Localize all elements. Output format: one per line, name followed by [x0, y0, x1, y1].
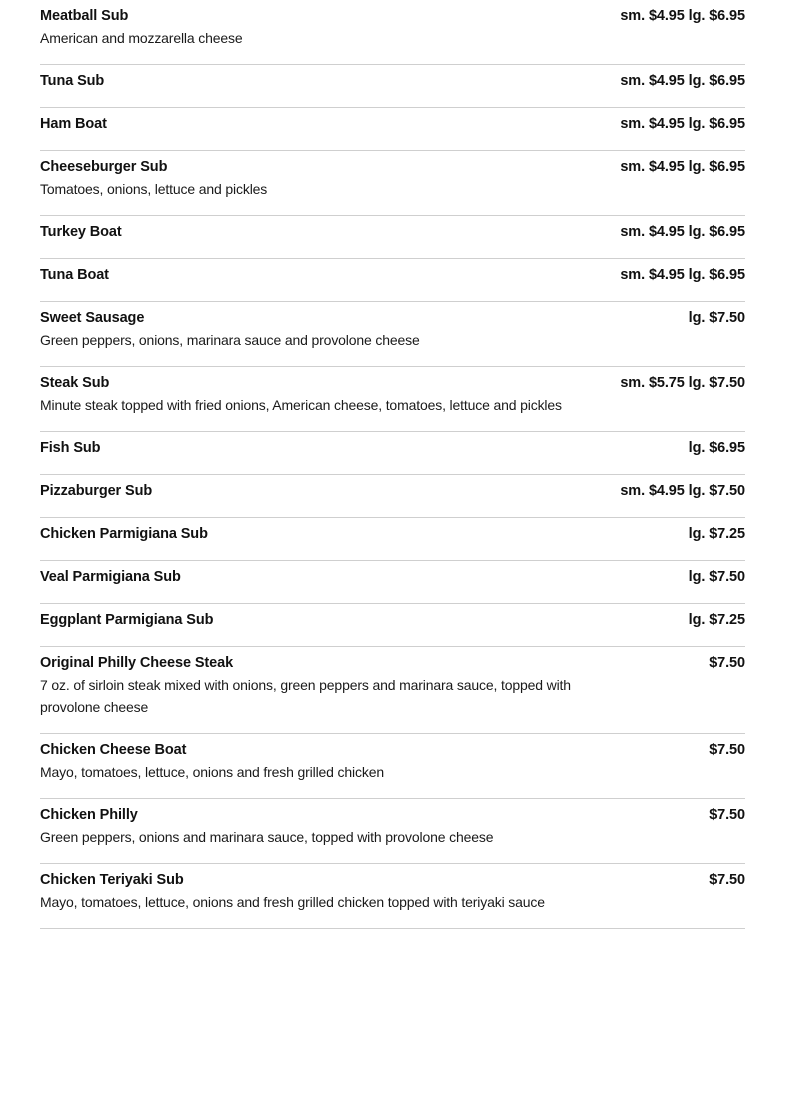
menu-item [40, 367, 745, 432]
menu-item [40, 799, 745, 864]
menu-item-name: Sweet Sausage [40, 310, 145, 326]
menu-item-price: lg. $7.25 [688, 526, 745, 542]
menu-item-price: sm. $5.75 lg. $7.50 [620, 375, 745, 391]
menu-item-header [40, 156, 745, 178]
menu-item-header [40, 221, 745, 243]
menu-item-header [40, 113, 745, 135]
menu-item-description: Minute steak topped with fried onions, American cheese, tomatoes, lettuce and pickles [40, 397, 562, 413]
menu-item [40, 604, 745, 647]
menu-item [40, 65, 745, 108]
menu-item-name: Ham Boat [40, 116, 107, 132]
menu-item-header [40, 804, 745, 826]
menu-item-name: Meatball Sub [40, 8, 129, 24]
menu-item-name: Fish Sub [40, 440, 101, 456]
menu-list [40, 0, 745, 929]
menu-item-description: American and mozzarella cheese [40, 30, 243, 46]
menu-item-name: Tuna Boat [40, 267, 109, 283]
menu-item-name: Chicken Cheese Boat [40, 742, 187, 758]
menu-item-header [40, 372, 745, 394]
menu-item-price: sm. $4.95 lg. $6.95 [620, 159, 745, 175]
menu-item [40, 864, 745, 929]
menu-item-description: 7 oz. of sirloin steak mixed with onions, green peppers and marinara sauce, topped with provolone cheese [40, 677, 571, 715]
menu-item-description: Mayo, tomatoes, lettuce, onions and fresh grilled chicken topped with teriyaki sauce [40, 894, 545, 910]
menu-item-name: Turkey Boat [40, 224, 122, 240]
menu-item-price: lg. $7.25 [688, 612, 745, 628]
menu-item-description: Tomatoes, onions, lettuce and pickles [40, 181, 268, 197]
menu-item-price: sm. $4.95 lg. $6.95 [620, 73, 745, 89]
menu-item [40, 734, 745, 799]
menu-item-price: $7.50 [709, 872, 745, 888]
menu-item-name: Eggplant Parmigiana Sub [40, 612, 214, 628]
menu-item-header [40, 523, 745, 545]
menu-item-name: Veal Parmigiana Sub [40, 569, 181, 585]
menu-item [40, 216, 745, 259]
menu-item [40, 432, 745, 475]
menu-item-price: sm. $4.95 lg. $6.95 [620, 224, 745, 240]
menu-item-name: Chicken Philly [40, 807, 138, 823]
menu-item [40, 0, 745, 65]
menu-item-price: $7.50 [709, 655, 745, 671]
menu-item-header [40, 566, 745, 588]
menu-item [40, 561, 745, 604]
menu-item-description: Mayo, tomatoes, lettuce, onions and fresh grilled chicken [40, 764, 384, 780]
menu-item [40, 518, 745, 561]
menu-item-price: sm. $4.95 lg. $6.95 [620, 116, 745, 132]
menu-item-price: lg. $7.50 [688, 310, 745, 326]
menu-item [40, 302, 745, 367]
menu-item-header [40, 869, 745, 891]
menu-item-description: Green peppers, onions and marinara sauce, topped with provolone cheese [40, 829, 494, 845]
menu-item-price: $7.50 [709, 807, 745, 823]
menu-item-name: Original Philly Cheese Steak [40, 655, 234, 671]
menu-item-price: lg. $7.50 [688, 569, 745, 585]
menu-item-name: Chicken Teriyaki Sub [40, 872, 184, 888]
menu-item-description: Green peppers, onions, marinara sauce and provolone cheese [40, 332, 420, 348]
menu-item-header [40, 609, 745, 631]
menu-item [40, 151, 745, 216]
menu-item-name: Cheeseburger Sub [40, 159, 168, 175]
menu-item-name: Pizzaburger Sub [40, 483, 153, 499]
menu-item [40, 259, 745, 302]
menu-item-header [40, 307, 745, 329]
menu-item-price: sm. $4.95 lg. $7.50 [620, 483, 745, 499]
menu-item-header [40, 5, 745, 27]
menu-item [40, 475, 745, 518]
menu-item-header [40, 264, 745, 286]
menu-item-header [40, 739, 745, 761]
menu-item-price: $7.50 [709, 742, 745, 758]
menu-item-price: sm. $4.95 lg. $6.95 [620, 8, 745, 24]
menu-item-price: lg. $6.95 [688, 440, 745, 456]
menu-item-name: Chicken Parmigiana Sub [40, 526, 208, 542]
menu-item-header [40, 437, 745, 459]
menu-item-price: sm. $4.95 lg. $6.95 [620, 267, 745, 283]
menu-item-header [40, 652, 745, 674]
menu-item-name: Tuna Sub [40, 73, 105, 89]
menu-item-header [40, 70, 745, 92]
menu-item [40, 108, 745, 151]
menu-item-name: Steak Sub [40, 375, 110, 391]
menu-item-header [40, 480, 745, 502]
menu-item [40, 647, 745, 734]
